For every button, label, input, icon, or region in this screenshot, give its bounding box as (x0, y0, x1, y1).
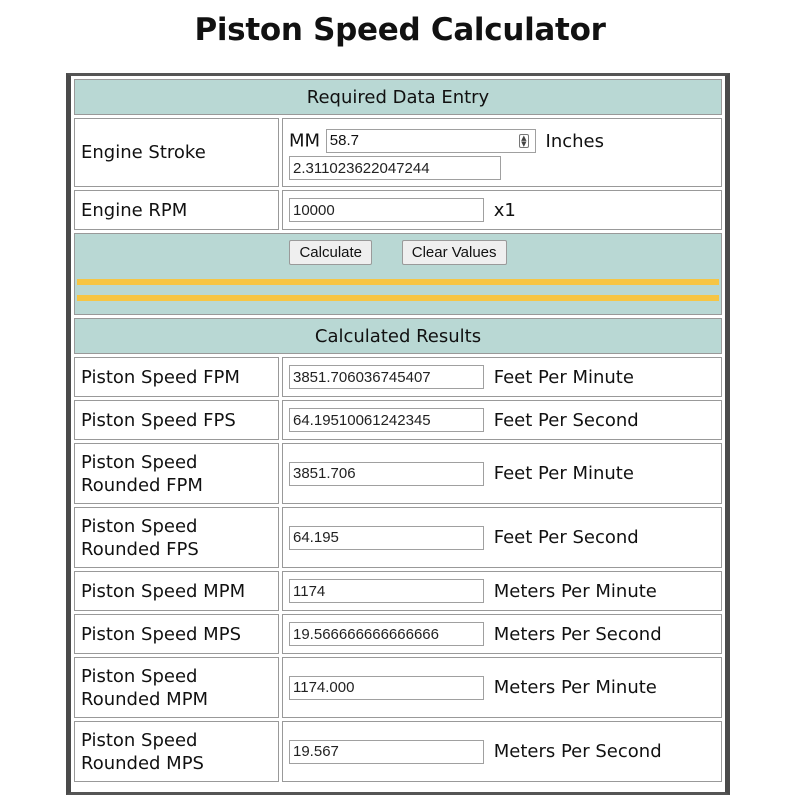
result-row-rounded-mpm (74, 657, 722, 718)
piston-speed-fpm-output[interactable] (289, 365, 484, 389)
result-row-mpm (74, 571, 722, 611)
spinner-icon[interactable]: ▲ ▼ (519, 134, 529, 148)
result-row-rounded-fpm (74, 443, 722, 504)
engine-rpm-cell (282, 190, 722, 230)
result-unit: Meters Per Minute (493, 580, 657, 602)
piston-speed-rounded-fps-output[interactable] (289, 526, 484, 550)
result-label: Piston Speed Rounded MPS (74, 721, 279, 782)
accent-divider (77, 295, 719, 301)
button-row (74, 233, 722, 315)
inches-label: Inches (545, 130, 605, 152)
result-unit: Meters Per Second (493, 623, 662, 645)
engine-rpm-input[interactable] (289, 198, 484, 222)
result-label: Piston Speed FPS (74, 400, 279, 440)
engine-stroke-label: Engine Stroke (74, 118, 279, 187)
calculated-results-header: Calculated Results (74, 318, 722, 354)
rpm-unit: x1 (493, 199, 516, 221)
result-unit: Feet Per Second (493, 527, 639, 548)
result-row-rounded-mps (74, 721, 722, 782)
result-label: Piston Speed Rounded FPM (74, 443, 279, 504)
calculate-button[interactable]: Calculate (289, 240, 372, 265)
result-unit: Feet Per Second (493, 409, 639, 431)
result-row-fps (74, 400, 722, 440)
calculator-table (71, 76, 725, 785)
clear-values-button[interactable]: Clear Values (402, 240, 507, 265)
result-row-mps (74, 614, 722, 654)
piston-speed-fps-output[interactable] (289, 408, 484, 432)
result-label: Piston Speed Rounded MPM (74, 657, 279, 718)
mm-label: MM (289, 130, 321, 152)
result-label: Piston Speed Rounded FPS (74, 507, 279, 568)
result-unit: Meters Per Second (493, 741, 662, 762)
page-title: Piston Speed Calculator (194, 12, 606, 48)
result-label: Piston Speed MPS (74, 614, 279, 654)
result-label: Piston Speed MPM (74, 571, 279, 611)
stroke-mm-input[interactable] (326, 129, 536, 153)
calculator-frame (66, 73, 730, 795)
result-unit: Meters Per Minute (493, 677, 657, 698)
piston-speed-mps-output[interactable] (289, 622, 484, 646)
piston-speed-mpm-output[interactable] (289, 579, 484, 603)
result-row-rounded-fps (74, 507, 722, 568)
piston-speed-rounded-fpm-output[interactable] (289, 462, 484, 486)
result-label: Piston Speed FPM (74, 357, 279, 397)
required-data-entry-header: Required Data Entry (74, 79, 722, 115)
piston-speed-rounded-mpm-output[interactable] (289, 676, 484, 700)
result-row-fpm (74, 357, 722, 397)
engine-stroke-inputs (282, 118, 722, 187)
stroke-inches-input[interactable] (289, 156, 501, 180)
engine-rpm-label: Engine RPM (74, 190, 279, 230)
result-unit: Feet Per Minute (493, 463, 634, 484)
result-unit: Feet Per Minute (493, 366, 634, 388)
stroke-mm-value: 58.7 (329, 132, 359, 149)
accent-divider (77, 279, 719, 285)
piston-speed-rounded-mps-output[interactable] (289, 740, 484, 764)
